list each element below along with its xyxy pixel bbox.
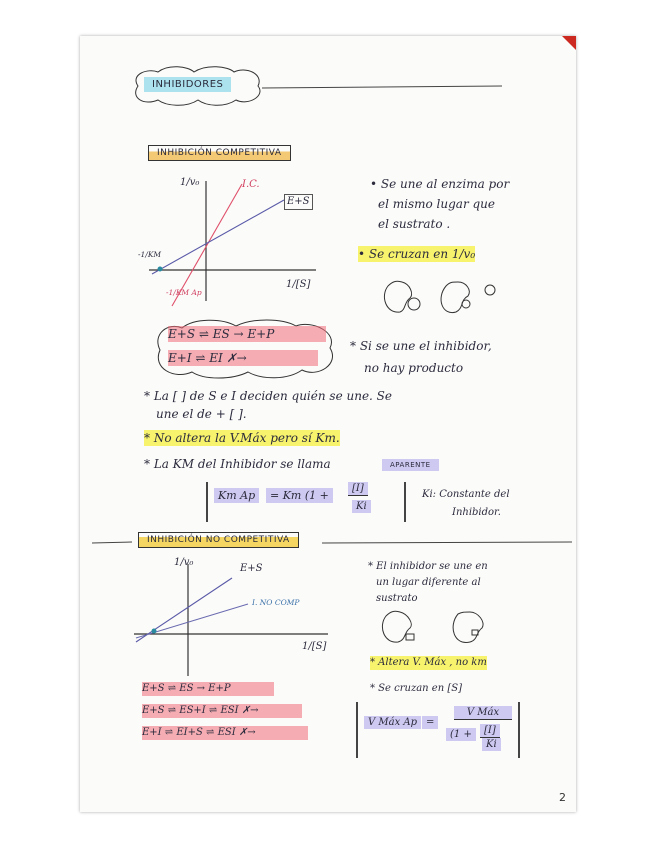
comp-xint-2: -1/KM Ap — [166, 288, 202, 297]
nc-reaction-1: E+S ⇌ ES → E+P — [142, 682, 274, 696]
enzyme-inhibitor-icon — [378, 610, 508, 650]
comp-reaction-2: E+I ⇌ EI ✗→ — [168, 350, 318, 366]
comp-note-1: • Se une al enzima por — [370, 177, 510, 191]
comp-reaction-note-1: * Si se une el inhibidor, — [350, 339, 492, 353]
nc-es-label: E+S — [240, 563, 263, 574]
comp-y-axis-label: 1/v₀ — [180, 177, 200, 188]
comp-xint-1: -1/KM — [138, 250, 162, 259]
nc-note-2: un lugar diferente al — [376, 577, 481, 588]
comp-ki-note-2: Inhibidor. — [452, 507, 501, 518]
enzyme-substrate-icon — [380, 280, 500, 320]
comp-formula-eq: = Km (1 + — [266, 488, 333, 503]
nc-reaction-2: E+S ⇌ ES+I ⇌ ESI ✗→ — [142, 704, 302, 718]
page-title: INHIBIDORES — [144, 77, 231, 92]
nc-vmax-note: * Altera V. Máx , no km — [370, 657, 487, 668]
comp-note-3: el sustrato . — [378, 217, 451, 231]
competitive-heading: INHIBICIÓN COMPETITIVA — [148, 145, 291, 161]
comp-x-axis-label: 1/[S] — [286, 279, 311, 290]
comp-formula-den: Ki — [352, 500, 371, 513]
nc-y-axis-label: 1/v₀ — [174, 557, 194, 568]
nc-formula-den-frac-num: [I] — [480, 724, 500, 738]
nc-cruzan: * Se cruzan en [S] — [370, 683, 462, 694]
page-number: 2 — [559, 791, 566, 804]
nc-formula-left: V Máx Ap — [364, 716, 421, 729]
comp-km-note: * La KM del Inhibidor se llama — [144, 457, 331, 471]
noncompetitive-heading: INHIBICIÓN NO COMPETITIVA — [138, 532, 299, 548]
comp-ki-note-1: Ki: Constante del — [422, 489, 510, 500]
nc-formula-den-a: (1 + — [446, 728, 476, 741]
nc-formula-num: V Máx — [454, 706, 512, 720]
comp-ic-label: I.C. — [242, 179, 260, 190]
nc-note-3: sustrato — [376, 593, 418, 604]
nc-reaction-3: E+I ⇌ EI+S ⇌ ESI ✗→ — [142, 726, 308, 740]
nc-note-1: * El inhibidor se une en — [368, 561, 488, 572]
noncompetitive-graph — [132, 560, 332, 680]
title-underline — [262, 86, 502, 90]
line-es — [152, 200, 284, 274]
comp-reaction-1: E+S ⇌ ES → E+P — [168, 326, 326, 342]
comp-note-2: el mismo lugar que — [378, 197, 496, 211]
nc-formula-den-frac-den: Ki — [482, 738, 501, 751]
comp-formula-left: Km Ap — [214, 488, 259, 503]
comp-km-aparente: APARENTE — [382, 459, 439, 471]
comp-bullet-1: * La [ ] de S e I deciden quién se une. Se — [144, 389, 392, 403]
comp-es-label: E+S — [284, 194, 313, 210]
comp-reaction-note-2: no hay producto — [364, 361, 464, 375]
notebook-page — [80, 36, 576, 812]
nc-formula-eq: = — [422, 716, 438, 729]
page-corner-tab — [562, 36, 576, 50]
line-es-nc — [136, 578, 232, 642]
comp-formula-num: [I] — [348, 482, 368, 496]
comp-bullet-2: une el de + [ ]. — [156, 407, 247, 421]
comp-cruzan: • Se cruzan en 1/v₀ — [358, 247, 476, 261]
nc-x-axis-label: 1/[S] — [302, 641, 327, 652]
comp-vmax-note: * No altera la V.Máx pero sí Km. — [144, 431, 340, 445]
nc-inc-label: I. NO COMP — [252, 598, 300, 607]
